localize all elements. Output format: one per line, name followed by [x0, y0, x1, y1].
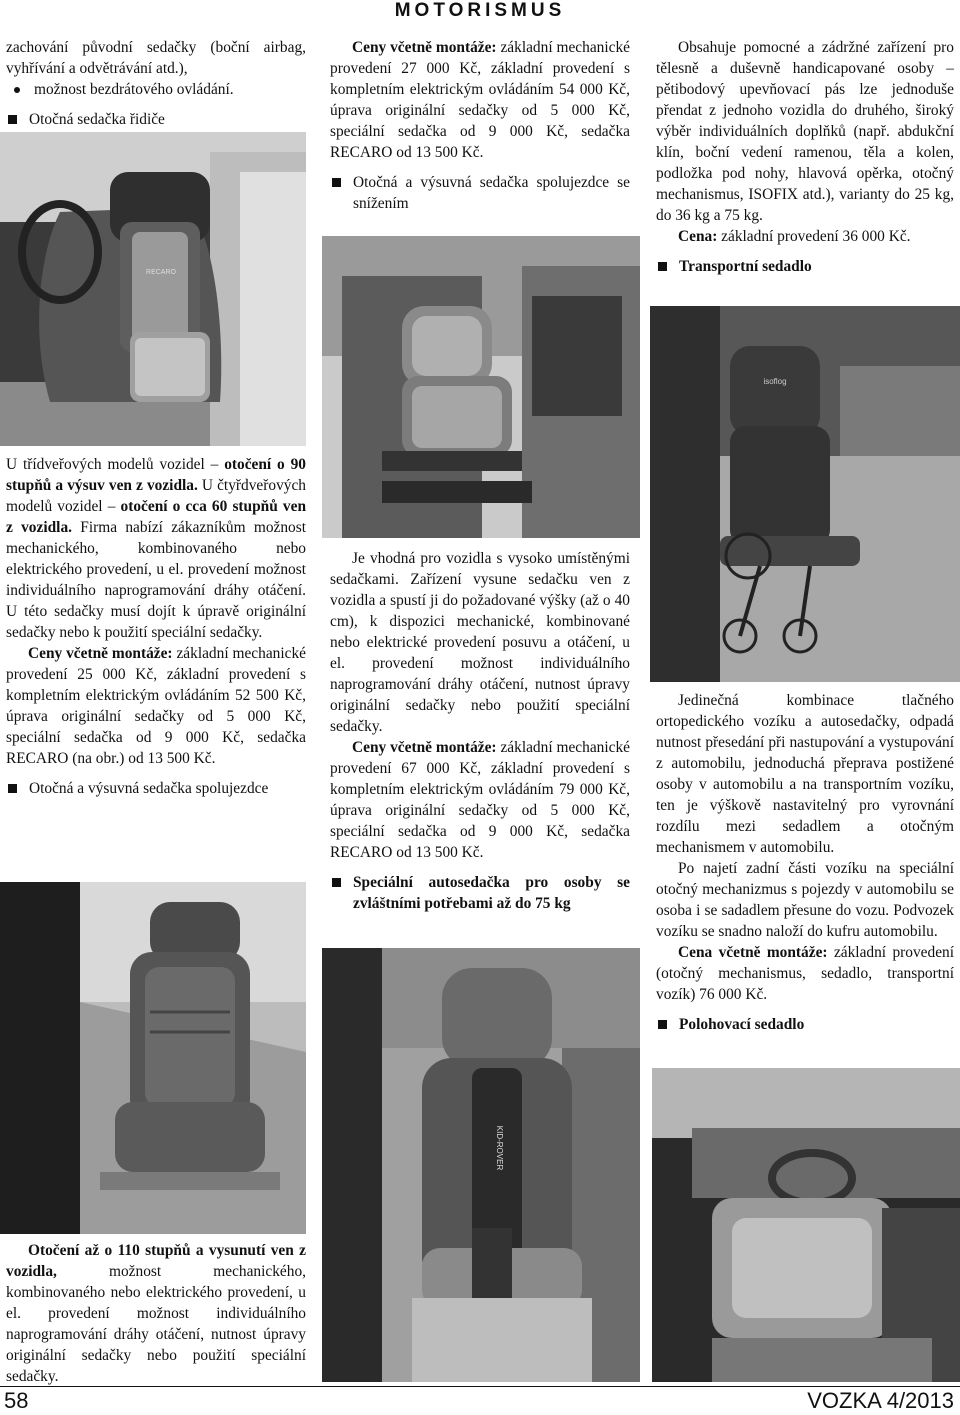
paragraph: zachování původní sedačky (boční airbag, vyhřívání a odvětrávání atd.), [6, 39, 306, 77]
column-2-middle [330, 548, 630, 914]
section-heading [330, 172, 630, 214]
paragraph: Ceny včetně montáže: základní mechanické provedení 25 000 Kč, základní provedení s kompletním elektrickým ovládáním 52 500 Kč, úprava originální sedačky od 5 000 Kč, speciální sedačka od 9 000 Kč, sedačka RECARO (na obr.) od 13 500 Kč. [6, 645, 306, 767]
bullet-item [6, 79, 306, 100]
heading-text: Otočná a výsuvná sedačka spolujezdce [29, 780, 269, 797]
page-number: 58 [4, 1388, 29, 1413]
section-header: MOTORISMUS [394, 0, 566, 21]
paragraph: Ceny včetně montáže: základní mechanické provedení 67 000 Kč, základní provedení s kompletním elektrickým ovládáním 79 000 Kč, úprava originální sedačky od 5 000 Kč, speciální sedačka od 9 000 Kč, sedačka RECARO od 13 500 Kč. [330, 739, 630, 861]
column-2-top [330, 37, 630, 214]
column-3-middle [656, 690, 954, 1035]
bullet-text: možnost bezdrátového ovládání. [34, 81, 234, 98]
heading-text: Otočná a výsuvná sedačka spolujezdce se snížením [353, 174, 630, 212]
paragraph: Ceny včetně montáže: základní mechanické provedení 27 000 Kč, základní provedení s kompletním elektrickým ovládáním 54 000 Kč, úprava originální sedačky od 5 000 Kč, speciální sedačka od 9 000 Kč, sedačka RECARO od 13 500 Kč. [330, 39, 630, 161]
square-bullet-icon [8, 784, 17, 793]
square-bullet-icon [8, 115, 17, 124]
bullet-dot-icon [14, 87, 20, 93]
photo-lowering-swivel-seat [322, 236, 640, 538]
photo-special-child-seat [322, 948, 640, 1382]
column-3-top [656, 37, 954, 277]
seat-label: RECARO [146, 269, 176, 276]
section-heading [6, 109, 306, 130]
column-1-top [6, 37, 306, 130]
seat-label: KID-ROVER [495, 1125, 504, 1171]
square-bullet-icon [658, 1020, 667, 1029]
paragraph: U třídveřových modelů vozidel – otočení o 90 stupňů a výsuv ven z vozidla. U čtyřdveřových modelů vozidel – otočení o cca 60 stupňů ven z vozidla. Firma nabízí zákazníkům možnost mechanického, kombinovaného nebo elektrického provedení, u el. provedení možnost individuálního naprogramování dráhy otáčení. U této sedačky musí dojít k úpravě originální sedačky nebo k použití speciální sedačky. [6, 456, 307, 641]
paragraph: Po najetí zadní části vozíku na speciální otočný mechanizmus s pojezdy v automobilu se osoba i se sadadlem přesune do vozu. Podvozek vozíku se snadno naloží do kufru automobilu. [656, 860, 954, 940]
section-heading [330, 872, 630, 914]
column-1-middle [6, 454, 306, 799]
column-1-bottom [6, 1240, 306, 1387]
heading-text: Polohovací sedadlo [679, 1016, 805, 1033]
section-heading [6, 778, 306, 799]
issue-label: VOZKA 4/2013 [807, 1388, 954, 1413]
paragraph: Obsahuje pomocné a zádržné zařízení pro tělesně a duševně handicapované osoby – pětibodový upevňovací pás lze jednoduše přendat z jednoho vozidla do druhého, široký výběr individuálních doplňků (např. abdukční klín, boční vedení ramenou, těla a kolen, podložka pod nohy, hlavová opěrka, otočný mechanismus, ISOFIX atd.), varianty do 25 kg, do 36 kg a 75 kg. [656, 39, 954, 224]
paragraph: Otočení až o 110 stupňů a vysunutí ven z vozidla, možnost mechanického, kombinovaného nebo elektrického provedení, u el. provedení možnost individuálního naprogramování dráhy otáčení, nutnost úpravy originální sedačky nebo použití speciální sedačky. [6, 1242, 306, 1385]
heading-text: Speciální autosedačka pro osoby se zvláštními potřebami až do 75 kg [353, 874, 630, 912]
photo-driver-swivel-seat [0, 132, 306, 446]
paragraph: Cena včetně montáže: základní provedení (otočný mechanismus, sedadlo, transportní vozík) 76 000 Kč. [656, 944, 954, 1003]
paragraph: Je vhodná pro vozidla s vysoko umístěnými sedačkami. Zařízení vysune sedačku ven z vozidla a spustí ji do požadované výšky (až o 40 cm), k dispozici mechanické, kombinované nebo elektrické provedení posuvu a otáčení, u el. provedení možnost individuálního naprogramování dráhy otáčení, nutnost úpravy originální sedačky nebo použití speciální sedačky. [330, 550, 630, 735]
paragraph: Jedinečná kombinace tlačného ortopedického vozíku a autosedačky, odpadá nutnost přesedání při nastupování a vystupování z automobilu, jednoduchá přeprava postižené osoby v automobilu a na transportním vozíku, ten je výškově nastavitelný pro vyrovnání rozdílu mezi sedadlem a otočným mechanismem v automobilu. [656, 692, 954, 856]
square-bullet-icon [332, 878, 341, 887]
photo-passenger-swivel-seat [0, 882, 306, 1234]
heading-text: Otočná sedačka řidiče [29, 111, 165, 128]
heading-text: Transportní sedadlo [679, 258, 812, 275]
section-heading [656, 1014, 954, 1035]
seat-label: isoflog [763, 377, 787, 386]
section-heading [656, 256, 954, 277]
square-bullet-icon [658, 262, 667, 271]
paragraph: Cena: základní provedení 36 000 Kč. [678, 228, 911, 245]
photo-positioning-seat [652, 1068, 960, 1382]
square-bullet-icon [332, 178, 341, 187]
photo-transport-seat [650, 306, 960, 682]
